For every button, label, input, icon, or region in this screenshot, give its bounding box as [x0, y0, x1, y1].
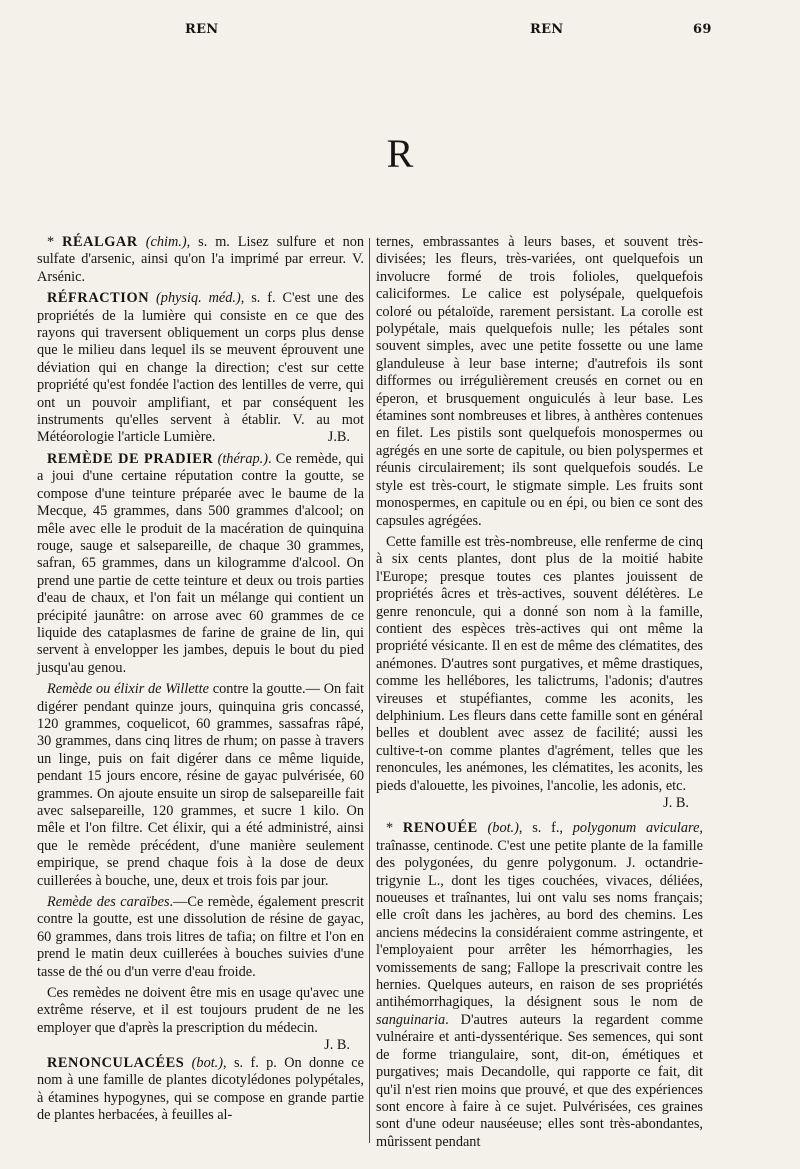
entry-text: . Ce remède, qui a joui d'une certaine réputation contre la goutte, se compose d'une teinture préparée avec le baume de la Mecque, 45 grammes, dans 500 grammes d'alcool; on mêle avec elle le produit de la macération de quinquina rouge, sauge et salsepareille, de chaque 30 grammes, safran, 65 grammes, dans un kilogramme d'alcool. On prend une partie de cette teinture et deux ou trois parties d'eau de chaux, et l'on fait un mélange qui contient un précipité jaunâtre: on arrose avec 60 grammes de ce liquide des cataplasmes de farine de graine de lin, qui servent à envelopper les jambes, depuis le bout du pied jusqu'au genou.	[37, 450, 365, 676]
entry-signature: J. B.	[324, 1037, 350, 1054]
entry-latin-name: polygonum aviculare	[572, 820, 700, 837]
entry-text: . D'autres auteurs la regardent comme vulnéraire et anti-dyssentérique. Ses semences, qui sont de forme triangulaire, sont, dit-on, émétiques et purgatives; mais Decandolle, qui rapporte ce fait, dit qu'il n'est rien moins que prouvé, et que des expériences sont encore à faire à ce sujet. Pulvérisées, ces graines sont d'une odeur nauséeuse; elles sont très-abondantes, mûrissent pendant	[376, 1011, 703, 1150]
paragraph-text: Cette famille est très-nombreuse, elle renferme de cinq à six cents plantes, dont plus de la moitié habite l'Europe; presque toutes ces plantes jouissent de propriétés âcres et très-actives, souvent délétères. Le genre renoncule, qui a donné son nom à la famille, contient des espèces très-actives qui ont même la propriété vésicante. Il en est de même des clématites, des anémones. D'autres sont purgatives, et même drastiques, comme les hellébores, les talictrums, l'adonis; d'autres vireuses et stupéfiantes, comme les aconits, les delphinium. Les fleurs dans cette famille sont en général belles et doublent avec assez de facilité; aussi les cultive-t-on comme plantes d'agrément, telles que les renoncules, les anémones, les clématites, les aconits, les pieds d'alouette, les pivoines, l'ancolie, les adonis, etc.	[376, 533, 703, 794]
entry-text: , traînasse, centinode. C'est une petite plante de la famille des polygonées, du genre polygonum. J. octandrie-trigynie L., dont les tiges couchées, vivaces, déliées, noueuses et traînantes, lui ont valu ses noms français; elle croît dans les jachères, au bord des chemins. Les anciens médecins la considéraient comme astringente, et l'employaient pour arrêter les hémorrhagies, les vomissements de sang; Fallope la prescrivait contre les hernies. Quelques auteurs, en raison de ses propriétés antihémorrhagiques, la désignent sous le nom de	[376, 820, 703, 1011]
entry-category: (thérap.)	[217, 450, 269, 467]
entry-signature: J.B.	[327, 429, 350, 446]
running-header-center: REN	[530, 22, 564, 37]
entry-headword: REMÈDE DE PRADIER	[47, 450, 214, 467]
entry-realgar	[37, 234, 364, 286]
entry-category: (bot.)	[487, 820, 519, 837]
entry-renonculacees	[37, 1055, 364, 1125]
paragraph-lead: Remède ou élixir de Willette	[47, 681, 209, 698]
entry-remede-pradier	[37, 451, 364, 677]
running-header-left: REN	[185, 22, 219, 37]
entry-text: , s. f. p. On donne ce nom à une famille de plantes dicotylédones polypétales, à étamines hypogynes, qui se compose en grande partie de plantes herbacées, à feuilles al-	[37, 1054, 364, 1123]
entry-category: (chim.)	[145, 234, 187, 250]
paragraph-famille	[376, 533, 703, 811]
entry-headword: RÉFRACTION	[47, 290, 150, 307]
left-column	[37, 234, 364, 1128]
paragraph-text: .—Ce remède, également prescrit contre la goutte, est une dissolution de résine de gayac, 60 grammes, dans trois litres de tafia; on filtre et l'on en prend le matin deux cuillerées à bouches suivies d'une tasse de thé ou d'un verre d'eau froide.	[37, 894, 365, 980]
paragraph-willette	[37, 681, 364, 890]
paragraph-lead: Remède des caraïbes	[47, 894, 170, 911]
entry-latin-name: sanguinaria	[376, 1011, 446, 1028]
paragraph-caution	[37, 985, 364, 1054]
entry-star: *	[386, 820, 394, 837]
entry-text: , s. m. Lisez sulfure et non sulfate d'arsenic, ainsi qu'on l'a imprimé par erreur. V. Arsénic.	[37, 234, 365, 285]
entry-text: , s. f. C'est une des propriétés de la lumière qui consiste en ce que des rayons qui traversent obliquement un corps plus dense que le milieu dans lequel ils se meuvent éprouvent une déviation qui en change la direction; c'est sur cette propriété qu'est fondée l'action des lentilles de verre, qui ont un pouvoir amplifiant, et par conséquent les instruments qu'elles servent à établir. V. au mot Météorologie l'article Lumière.	[37, 290, 364, 446]
entry-renonculacees-continued	[376, 234, 703, 530]
entry-renouee	[376, 820, 703, 1151]
paragraph-caraibes	[37, 894, 364, 981]
entry-headword: RENOUÉE	[402, 820, 478, 837]
entry-text: ternes, embrassantes à leurs bases, et souvent très-divisées; les fleurs, très-variées, ont quelquefois un involucre formé de trois folioles, quelquefois caliciformes. Le calice est polysépale, quelquefois coloré ou pétaloïde, rarement persistant. La corolle est polypétale, mais quelquefois nulle; les pétales sont souvent simples, avec une petite fossette ou une lame glanduleuse à leur base interne; d'autrefois ils sont difformes ou irrégulièrement creusés en cornet ou en éperon, et brusquement onguiculés à leur base. Les étamines sont nombreuses et libres, à anthères contenues en filet. Les pistils sont quelquefois monospermes ou agrégés en une sorte de capitule, ou bien polyspermes et réunis circulairement; ils sont quelquefois soudés. Le style est très-court, le stigmate simple. Les fruits sont monospermes, en capitule ou en épi, ou bien ce sont des capsules agrégées.	[376, 234, 703, 529]
entry-category: (bot.)	[191, 1054, 224, 1071]
entry-category: (physiq. méd.)	[156, 290, 241, 307]
entry-signature: J. B.	[663, 795, 689, 811]
paragraph-text: Ces remèdes ne doivent être mis en usage qu'avec une extrême réserve, et il est toujours prudent de ne les employer que d'après la prescription du médecin.	[37, 985, 364, 1036]
entry-star: *	[47, 234, 55, 250]
page-number: 69	[693, 22, 712, 37]
entry-headword: RÉALGAR	[62, 234, 138, 250]
column-divider	[369, 238, 370, 1143]
entry-headword: RENONCULACÉES	[47, 1054, 185, 1071]
right-column	[376, 234, 703, 1155]
paragraph-text: contre la goutte.— On fait digérer pendant quinze jours, quinquina gris concassé, 120 grammes, coquelicot, 60 grammes, sassafras râpé, 30 grammes, dans cinq litres de rhum; on passe à travers un linge, puis on fait digérer dans ce même liquide, pendant 15 jours encore, résine de gayac pulvérisée, 60 grammes. On ajoute ensuite un sirop de salsepareille fait avec salsepareille, 120 grammes, et sucre 1 kilo. On mêle et l'on filtre. Cet élixir, qui a été administré, ainsi que le remède précédent, d'une manière seulement empirique, se prend chaque fois à la dose de deux cuillerées à bouche, une, deux et trois fois par jour.	[37, 681, 364, 889]
entry-refraction	[37, 290, 364, 447]
entry-text: , s. f.,	[518, 820, 573, 837]
section-letter: R	[386, 131, 414, 176]
